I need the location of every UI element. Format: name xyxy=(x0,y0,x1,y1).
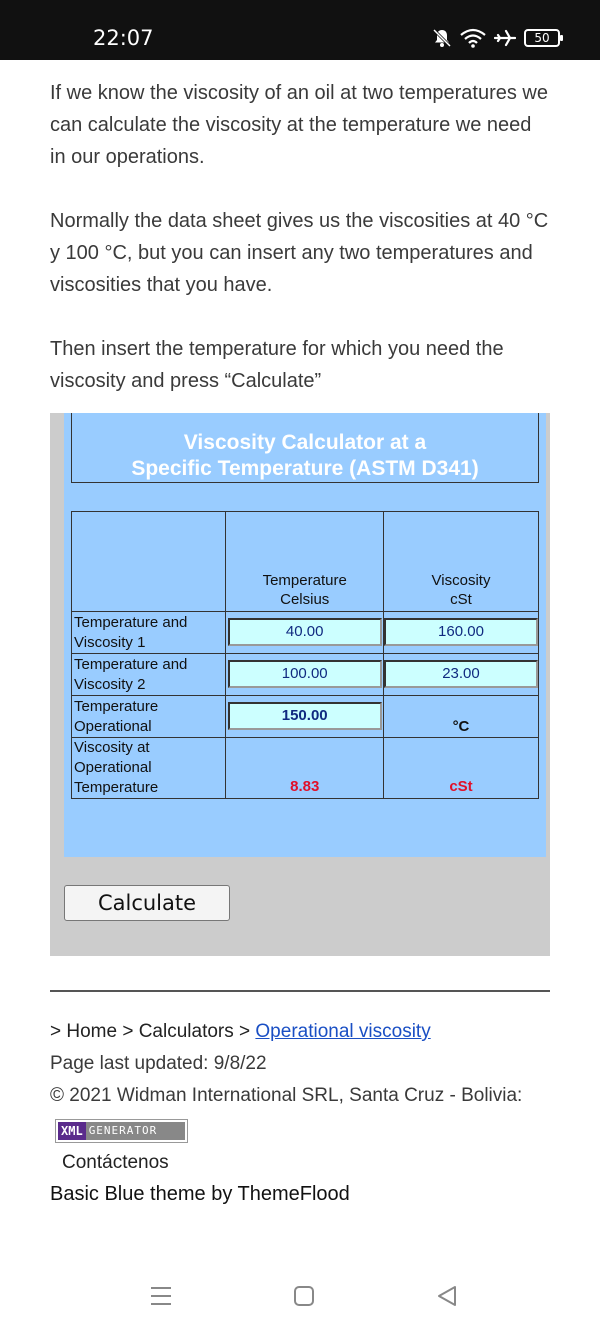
row-label-result-line-2: Operational xyxy=(74,759,152,776)
menu-icon[interactable] xyxy=(150,1284,172,1308)
row-label-result-line-3: Temperature xyxy=(74,779,159,796)
visc-1-cell xyxy=(383,612,538,654)
header-temperature-line-1: Temperature xyxy=(262,572,347,589)
header-empty-cell xyxy=(72,512,226,612)
calculator-panel xyxy=(64,413,546,857)
status-bar xyxy=(0,0,600,60)
header-temperature-line-2: Celsius xyxy=(280,591,330,608)
temperature-2-input[interactable]: 100.00 xyxy=(228,660,382,688)
viscosity-calculator xyxy=(50,413,550,956)
divider xyxy=(50,990,550,992)
result-unit: cSt xyxy=(383,738,538,799)
operational-temp-cell xyxy=(226,696,384,738)
viscosity-1-input[interactable]: 160.00 xyxy=(384,618,538,646)
operational-unit: °C xyxy=(383,696,538,738)
row-label-2 xyxy=(72,654,226,696)
navigation-bar xyxy=(0,1270,600,1334)
operational-temperature-input[interactable]: 150.00 xyxy=(228,702,382,730)
temp-1-cell xyxy=(226,612,384,654)
row-label-2-line-2: Viscosity 2 xyxy=(74,676,146,693)
status-icons xyxy=(432,26,560,50)
result-value: 8.83 xyxy=(226,738,384,799)
battery-icon: 50 xyxy=(524,29,560,47)
calculator-title-line-1: Viscosity Calculator at a xyxy=(183,431,427,454)
intro-paragraph-3: Then insert the temperature for which you need the viscosity and press “Calculate” xyxy=(50,338,504,392)
xml-generator-badge[interactable] xyxy=(55,1119,188,1143)
status-time: 22:07 xyxy=(93,26,154,50)
row-label-result xyxy=(72,738,226,799)
intro-paragraph-1: If we know the viscosity of an oil at two temperatures we can calculate the viscosity at the temperature we need in our operations. xyxy=(50,82,548,168)
intro-paragraph-2: Normally the data sheet gives us the viscosities at 40 °C y 100 °C, but you can insert any two temperatures and viscosities that you have. xyxy=(50,210,549,296)
table-row-viscosity-1 xyxy=(72,612,539,654)
calculate-button[interactable]: Calculate xyxy=(64,885,230,921)
row-label-2-line-1: Temperature and xyxy=(74,656,188,673)
header-viscosity xyxy=(383,512,538,612)
back-icon[interactable] xyxy=(436,1284,458,1308)
row-label-operational-line-2: Operational xyxy=(74,718,152,735)
header-viscosity-line-1: Viscosity xyxy=(431,572,491,589)
theme-credit: Basic Blue theme by ThemeFlood xyxy=(50,1183,350,1205)
mute-bell-icon xyxy=(432,28,452,48)
header-temperature xyxy=(226,512,384,612)
table-row-operational xyxy=(72,696,539,738)
copyright: © 2021 Widman International SRL, Santa Cruz - Bolivia: xyxy=(50,1085,523,1106)
wifi-icon xyxy=(460,28,486,48)
row-label-operational xyxy=(72,696,226,738)
viscosity-2-input[interactable]: 23.00 xyxy=(384,660,538,688)
breadcrumb-prefix[interactable]: > Home > Calculators > xyxy=(50,1021,256,1042)
xml-badge-right: GENERATOR xyxy=(86,1122,185,1140)
page-updated: Page last updated: 9/8/22 xyxy=(50,1053,267,1074)
row-label-operational-line-1: Temperature xyxy=(74,698,159,715)
airplane-icon xyxy=(494,28,516,48)
xml-badge-left: XML xyxy=(58,1122,86,1140)
table-row-result xyxy=(72,738,539,799)
visc-2-cell xyxy=(383,654,538,696)
calculator-table xyxy=(71,511,539,799)
calculator-title-line-2: Specific Temperature (ASTM D341) xyxy=(131,457,479,480)
contact-link[interactable]: Contáctenos xyxy=(62,1152,169,1173)
row-label-1-line-2: Viscosity 1 xyxy=(74,634,146,651)
header-viscosity-line-2: cSt xyxy=(450,591,472,608)
breadcrumb-link-operational-viscosity[interactable]: Operational viscosity xyxy=(255,1021,431,1042)
table-header-row xyxy=(72,512,539,612)
row-label-1 xyxy=(72,612,226,654)
temperature-1-input[interactable]: 40.00 xyxy=(228,618,382,646)
home-icon[interactable] xyxy=(293,1284,315,1308)
temp-2-cell xyxy=(226,654,384,696)
row-label-1-line-1: Temperature and xyxy=(74,614,188,631)
calculator-title xyxy=(71,413,539,483)
breadcrumb xyxy=(50,1021,431,1043)
row-label-result-line-1: Viscosity at xyxy=(74,739,150,756)
table-row-viscosity-2 xyxy=(72,654,539,696)
